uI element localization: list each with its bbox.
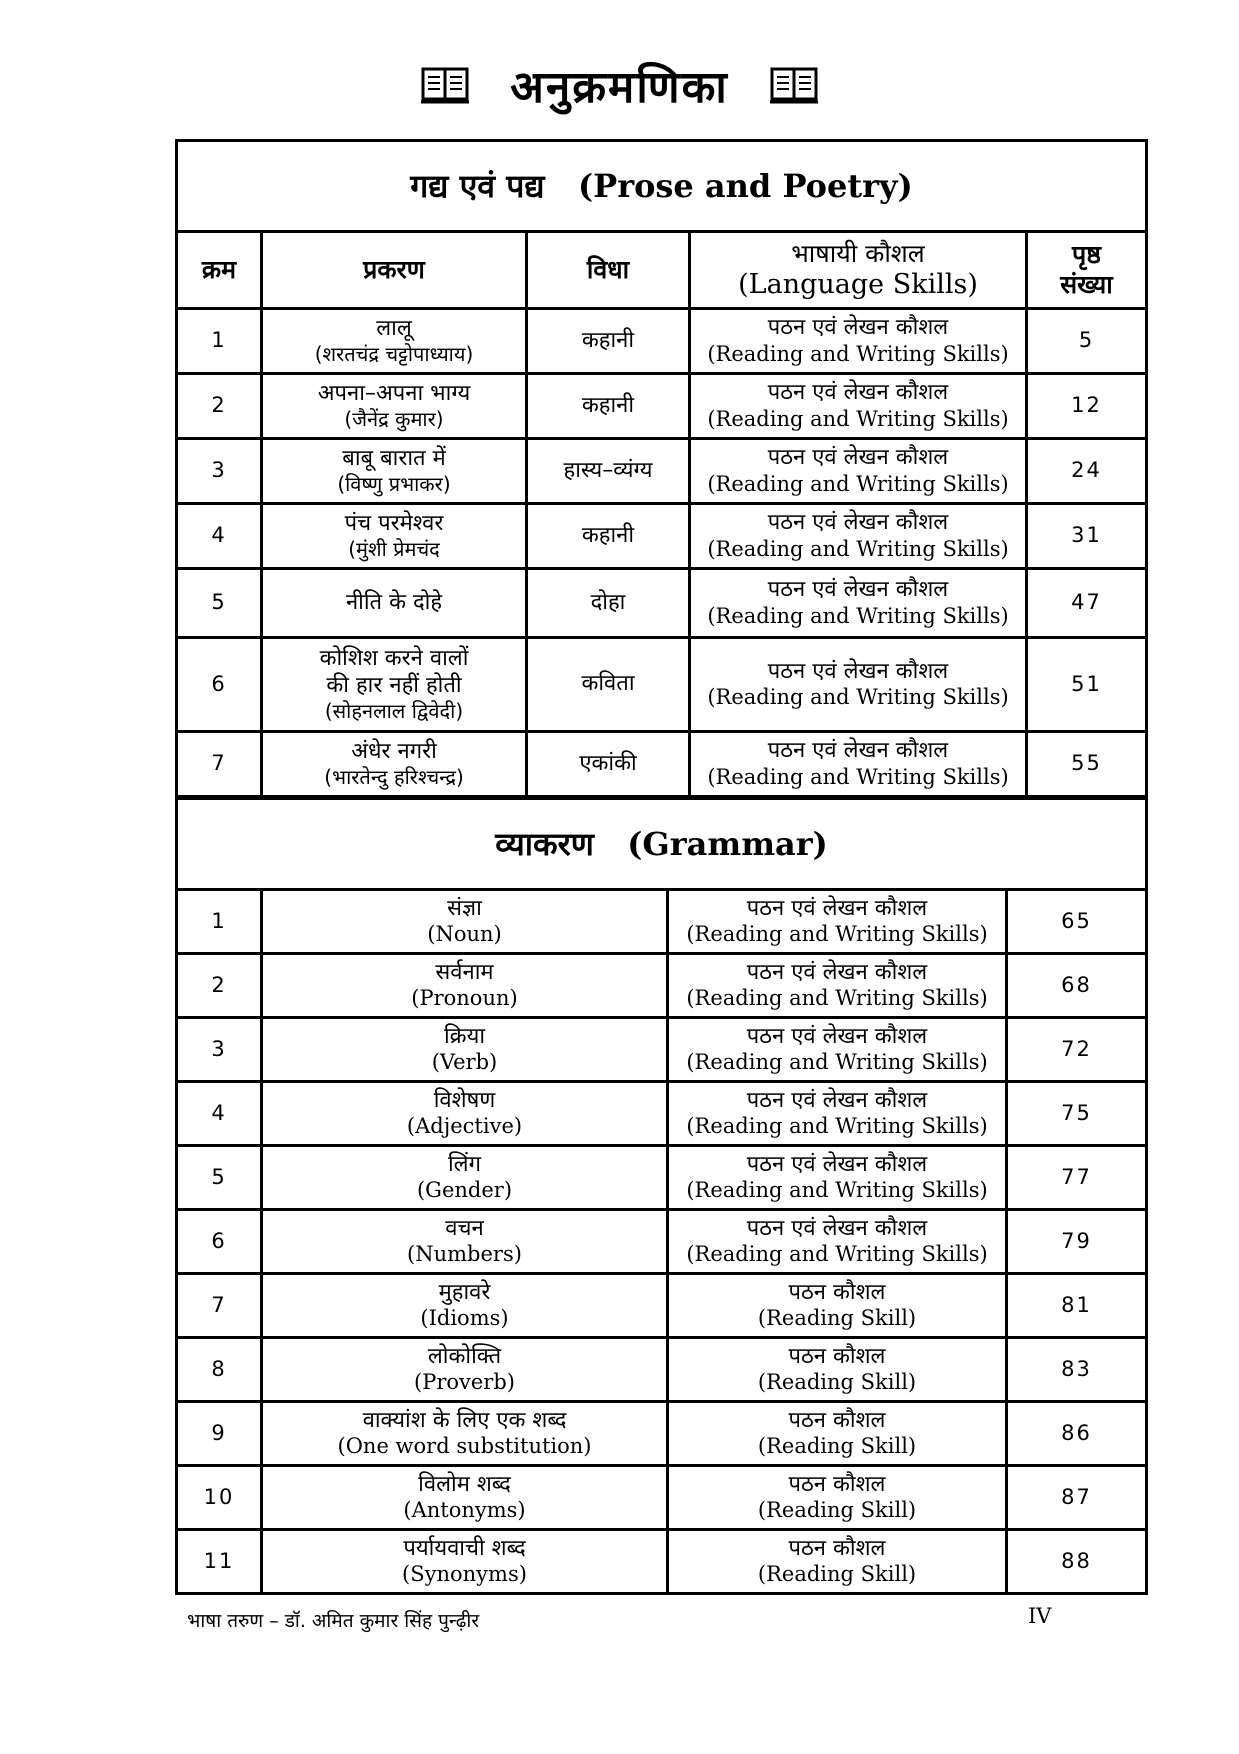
row-number: 5 <box>177 1146 262 1210</box>
skill-en: (Reading and Writing Skills) <box>707 536 1009 561</box>
row-page: 87 <box>1007 1466 1147 1530</box>
table-row <box>177 1146 1147 1210</box>
topic-line: (शरतचंद्र चट्टोपाध्याय) <box>314 342 474 367</box>
row-topic <box>262 890 668 954</box>
row-topic <box>262 309 527 374</box>
row-topic <box>262 1210 668 1274</box>
skill-en: (Reading Skill) <box>757 1498 917 1523</box>
row-skill <box>690 309 1027 374</box>
skill-hi: पठन कौशल <box>788 1471 886 1497</box>
row-topic <box>262 1018 668 1082</box>
row-number: 11 <box>177 1530 262 1594</box>
row-number: 5 <box>177 569 262 638</box>
table-row <box>177 1274 1147 1338</box>
row-topic <box>262 569 527 638</box>
skill-hi: पठन एवं लेखन कौशल <box>746 959 928 985</box>
topic-hi: लिंग <box>447 1151 481 1177</box>
grammar-table <box>175 797 1148 1595</box>
skill-en: (Reading and Writing Skills) <box>707 406 1009 431</box>
table-row <box>177 309 1147 374</box>
row-topic <box>262 439 527 504</box>
topic-en: (Idioms) <box>420 1306 509 1331</box>
row-number: 4 <box>177 504 262 569</box>
header-skill <box>690 232 1027 309</box>
row-number: 3 <box>177 439 262 504</box>
topic-en: (Antonyms) <box>403 1498 526 1523</box>
skill-hi: पठन कौशल <box>788 1407 886 1433</box>
header-genre: विधा <box>527 232 690 309</box>
table-row <box>177 1338 1147 1402</box>
skill-hi: पठन एवं लेखन कौशल <box>767 445 949 471</box>
topic-hi: वचन <box>445 1215 484 1241</box>
prose-poetry-table <box>175 139 1148 798</box>
row-page: 77 <box>1007 1146 1147 1210</box>
row-genre: कहानी <box>527 309 690 374</box>
table-row <box>177 954 1147 1018</box>
skill-hi: पठन एवं लेखन कौशल <box>767 510 949 536</box>
row-page: 83 <box>1007 1338 1147 1402</box>
topic-line: (जैनेंद्र कुमार) <box>344 407 444 432</box>
topic-line: लालू <box>376 315 412 341</box>
skill-en: (Reading Skill) <box>757 1434 917 1459</box>
row-topic <box>262 954 668 1018</box>
header-serial: क्रम <box>177 232 262 309</box>
skill-en: (Reading and Writing Skills) <box>686 1050 988 1075</box>
row-page: 79 <box>1007 1210 1147 1274</box>
topic-en: (One word substitution) <box>337 1434 592 1459</box>
row-topic <box>262 1530 668 1594</box>
row-genre: एकांकी <box>527 732 690 797</box>
row-page: 72 <box>1007 1018 1147 1082</box>
row-topic <box>262 638 527 732</box>
table-row <box>177 890 1147 954</box>
header-page <box>1027 232 1147 309</box>
skill-hi: पठन एवं लेखन कौशल <box>767 658 949 684</box>
topic-hi: क्रिया <box>443 1023 486 1049</box>
skill-hi: पठन कौशल <box>788 1535 886 1561</box>
skill-en: (Reading and Writing Skills) <box>686 1178 988 1203</box>
skill-hi: पठन एवं लेखन कौशल <box>767 315 949 341</box>
table-row <box>177 1082 1147 1146</box>
row-page: 86 <box>1007 1402 1147 1466</box>
topic-hi: सर्वनाम <box>435 959 494 985</box>
skill-hi: पठन एवं लेखन कौशल <box>746 1151 928 1177</box>
skill-en: (Reading and Writing Skills) <box>707 471 1009 496</box>
row-genre: कविता <box>527 638 690 732</box>
footer-page-number: IV <box>1028 1604 1052 1628</box>
topic-line: कोशिश करने वालों <box>319 646 469 672</box>
row-number: 6 <box>177 638 262 732</box>
section-title-hi: गद्य एवं पद्य <box>410 166 545 205</box>
table-row <box>177 374 1147 439</box>
header-skill-hi: भाषायी कौशल <box>791 238 925 268</box>
skill-en: (Reading and Writing Skills) <box>707 685 1009 710</box>
row-topic <box>262 1274 668 1338</box>
header-topic: प्रकरण <box>262 232 527 309</box>
table-row <box>177 569 1147 638</box>
table-row <box>177 1018 1147 1082</box>
header-skill-en: (Language Skills) <box>738 268 978 300</box>
topic-line: नीति के दोहे <box>345 589 443 615</box>
skill-en: (Reading and Writing Skills) <box>707 341 1009 366</box>
row-genre: कहानी <box>527 504 690 569</box>
row-topic <box>262 1466 668 1530</box>
row-skill <box>690 732 1027 797</box>
table-row <box>177 504 1147 569</box>
skill-en: (Reading Skill) <box>757 1370 917 1395</box>
row-number: 2 <box>177 374 262 439</box>
row-number: 8 <box>177 1338 262 1402</box>
row-skill <box>690 638 1027 732</box>
row-page: 75 <box>1007 1082 1147 1146</box>
row-skill <box>668 1018 1007 1082</box>
row-topic <box>262 732 527 797</box>
skill-en: (Reading Skill) <box>757 1306 917 1331</box>
topic-line: (सोहनलाल द्विवेदी) <box>324 698 464 723</box>
row-page: 24 <box>1027 439 1147 504</box>
row-skill <box>668 1338 1007 1402</box>
row-page: 81 <box>1007 1274 1147 1338</box>
table-row <box>177 732 1147 797</box>
row-page: 68 <box>1007 954 1147 1018</box>
row-skill <box>668 954 1007 1018</box>
topic-line: पंच परमेश्वर <box>344 510 444 536</box>
row-skill <box>690 569 1027 638</box>
row-number: 7 <box>177 732 262 797</box>
topic-hi: विशेषण <box>433 1087 496 1113</box>
row-page: 55 <box>1027 732 1147 797</box>
skill-hi: पठन एवं लेखन कौशल <box>746 1215 928 1241</box>
page-heading <box>0 52 1239 118</box>
section-title-hi: व्याकरण <box>495 824 594 863</box>
table-row <box>177 1530 1147 1594</box>
topic-hi: वाक्यांश के लिए एक शब्द <box>362 1407 567 1433</box>
row-skill <box>690 439 1027 504</box>
topic-line: (मुंशी प्रेमचंद <box>348 537 440 562</box>
topic-hi: विलोम शब्द <box>418 1471 511 1497</box>
topic-line: बाबू बारात में <box>342 445 446 471</box>
topic-line: (भारतेन्दु हरिश्चन्द्र) <box>324 765 464 790</box>
row-number: 7 <box>177 1274 262 1338</box>
row-number: 10 <box>177 1466 262 1530</box>
topic-hi: लोकोक्ति <box>427 1343 502 1369</box>
row-page: 65 <box>1007 890 1147 954</box>
row-page: 5 <box>1027 309 1147 374</box>
row-topic <box>262 374 527 439</box>
row-skill <box>690 504 1027 569</box>
row-topic <box>262 1338 668 1402</box>
row-page: 12 <box>1027 374 1147 439</box>
topic-hi: पर्यायवाची शब्द <box>403 1535 526 1561</box>
row-skill <box>668 1466 1007 1530</box>
row-number: 1 <box>177 890 262 954</box>
topic-en: (Numbers) <box>407 1242 522 1267</box>
row-topic <box>262 1082 668 1146</box>
row-genre: कहानी <box>527 374 690 439</box>
section-title-prose <box>177 141 1147 232</box>
page-title: अनुक्रमणिका <box>510 62 729 113</box>
skill-en: (Reading and Writing Skills) <box>686 986 988 1011</box>
skill-en: (Reading and Writing Skills) <box>686 1114 988 1139</box>
open-book-icon <box>769 65 819 105</box>
table-row <box>177 1402 1147 1466</box>
row-genre: हास्य–व्यंग्य <box>527 439 690 504</box>
row-number: 1 <box>177 309 262 374</box>
row-page: 51 <box>1027 638 1147 732</box>
topic-en: (Verb) <box>431 1050 498 1075</box>
row-topic <box>262 1402 668 1466</box>
topic-en: (Gender) <box>416 1178 513 1203</box>
skill-hi: पठन एवं लेखन कौशल <box>767 380 949 406</box>
topic-en: (Noun) <box>427 922 502 947</box>
row-page: 31 <box>1027 504 1147 569</box>
table-row <box>177 439 1147 504</box>
section-title-grammar <box>177 799 1147 890</box>
header-page-line1: पृष्ठ <box>1072 240 1101 269</box>
row-topic <box>262 504 527 569</box>
skill-en: (Reading and Writing Skills) <box>686 922 988 947</box>
topic-en: (Pronoun) <box>411 986 518 1011</box>
topic-en: (Adjective) <box>406 1114 523 1139</box>
row-page: 88 <box>1007 1530 1147 1594</box>
skill-en: (Reading and Writing Skills) <box>707 603 1009 628</box>
row-genre: दोहा <box>527 569 690 638</box>
skill-en: (Reading and Writing Skills) <box>707 764 1009 789</box>
row-skill <box>668 1146 1007 1210</box>
row-number: 3 <box>177 1018 262 1082</box>
skill-hi: पठन कौशल <box>788 1279 886 1305</box>
section-title-en: (Grammar) <box>627 824 828 863</box>
skill-hi: पठन एवं लेखन कौशल <box>767 577 949 603</box>
row-topic <box>262 1146 668 1210</box>
skill-hi: पठन एवं लेखन कौशल <box>746 1087 928 1113</box>
row-skill <box>668 1274 1007 1338</box>
skill-en: (Reading Skill) <box>757 1562 917 1587</box>
topic-en: (Synonyms) <box>402 1562 527 1587</box>
row-number: 4 <box>177 1082 262 1146</box>
row-skill <box>668 1530 1007 1594</box>
skill-hi: पठन एवं लेखन कौशल <box>746 1023 928 1049</box>
open-book-icon <box>420 65 470 105</box>
topic-hi: मुहावरे <box>438 1279 491 1305</box>
footer-book-author: भाषा तरुण – डॉ. अमित कुमार सिंह पुन्ढ़ीर <box>187 1610 480 1632</box>
row-skill <box>690 374 1027 439</box>
topic-line: (विष्णु प्रभाकर) <box>337 472 451 497</box>
table-row <box>177 1466 1147 1530</box>
column-header-row <box>177 232 1147 309</box>
topic-hi: संज्ञा <box>447 895 482 921</box>
topic-en: (Proverb) <box>414 1370 515 1395</box>
skill-hi: पठन कौशल <box>788 1343 886 1369</box>
topic-line: अंधेर नगरी <box>351 738 437 764</box>
topic-line: की हार नहीं होती <box>326 672 462 698</box>
row-number: 9 <box>177 1402 262 1466</box>
skill-en: (Reading and Writing Skills) <box>686 1242 988 1267</box>
table-row <box>177 1210 1147 1274</box>
row-skill <box>668 1210 1007 1274</box>
section-title-en: (Prose and Poetry) <box>578 166 913 205</box>
row-number: 6 <box>177 1210 262 1274</box>
row-skill <box>668 1082 1007 1146</box>
row-page: 47 <box>1027 569 1147 638</box>
skill-hi: पठन एवं लेखन कौशल <box>746 895 928 921</box>
topic-line: अपना–अपना भाग्य <box>317 380 471 406</box>
skill-hi: पठन एवं लेखन कौशल <box>767 738 949 764</box>
header-page-line2: संख्या <box>1060 270 1113 299</box>
row-number: 2 <box>177 954 262 1018</box>
table-row <box>177 638 1147 732</box>
row-skill <box>668 890 1007 954</box>
row-skill <box>668 1402 1007 1466</box>
